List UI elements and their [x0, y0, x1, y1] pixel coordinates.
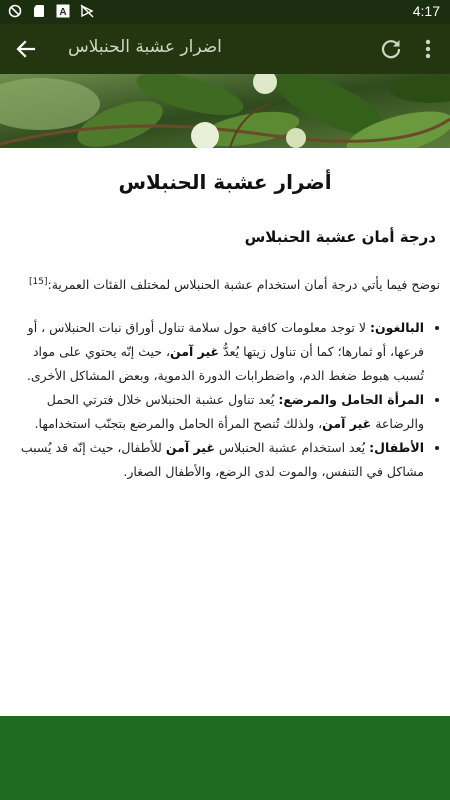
section-heading: درجة أمان عشبة الحنبلاس: [244, 228, 436, 246]
svg-text:A: A: [59, 7, 67, 18]
font-icon: [56, 4, 70, 18]
list-item-label: البالغون:: [369, 320, 424, 335]
reference-link[interactable]: [15]: [29, 277, 48, 287]
list-item-text: يُعد استخدام عشبة الحنبلاس: [214, 440, 370, 455]
more-vert-icon: [418, 36, 438, 62]
article-content: [0, 148, 450, 716]
arrow-left-icon: [12, 35, 40, 63]
sd-card-icon: [32, 4, 46, 18]
list-item: [4, 436, 424, 484]
list-item: [4, 388, 424, 436]
intro-text: نوضح فيما يأتي درجة أمان استخدام عشبة الحنبلاس لمختلف الفئات العمرية:: [47, 277, 440, 293]
more-options-button[interactable]: [418, 36, 438, 62]
list-item: [4, 316, 424, 388]
emphasis-text: غير آمن: [322, 416, 372, 431]
status-bar: [0, 0, 450, 24]
list-item-text: لا توجد معلومات كافية حول سلامة تناول أوراق نبات الحنبلاس ، أو فرعها، أو ثمارها؛ كما أن تناول زيتها يُعدُّ: [27, 320, 424, 359]
plant-leaves-image: [0, 74, 450, 148]
emphasis-text: غير آمن: [165, 440, 215, 455]
header-image: [0, 74, 450, 148]
refresh-icon: [378, 36, 404, 62]
article-title: أضرار عشبة الحنبلاس: [118, 170, 332, 194]
intro-paragraph: [10, 272, 440, 295]
list-item-text: ، حيث إنّه يحتوي على مواد تُسبب هبوط ضغط الدم، واضطرابات الدورة الدموية، وبعض المشاكل الأخرى.: [26, 344, 424, 383]
list-item-label: المرأة الحامل والمرضع:: [278, 392, 424, 407]
list-item-text: يُعد تناول عشبة الحنبلاس خلال فترتي الحمل والرضاعة: [46, 392, 424, 431]
signal-off-icon: [80, 4, 94, 18]
status-icons: [8, 4, 94, 18]
back-button[interactable]: [12, 35, 40, 63]
refresh-button[interactable]: [378, 36, 404, 62]
list-item-label: الأطفال:: [369, 440, 424, 455]
safety-list: [4, 316, 440, 484]
emphasis-text: غير آمن: [170, 344, 220, 359]
list-item-text: للأطفال، حيث إنّه قد يُسبب مشاكل في التنفس، والموت لدى الرضع، والأطفال الصغار.: [20, 440, 424, 479]
status-time: 4:17: [412, 3, 440, 19]
app-bar: [0, 24, 450, 74]
app-title: اضرار عشبة الحنبلاس: [68, 37, 222, 57]
no-disturb-icon: [8, 4, 22, 18]
list-item-text: ، ولذلك تُنصح المرأة الحامل والمرضع بتجنّب استخدامها.: [34, 416, 323, 431]
bottom-banner: [0, 716, 450, 800]
